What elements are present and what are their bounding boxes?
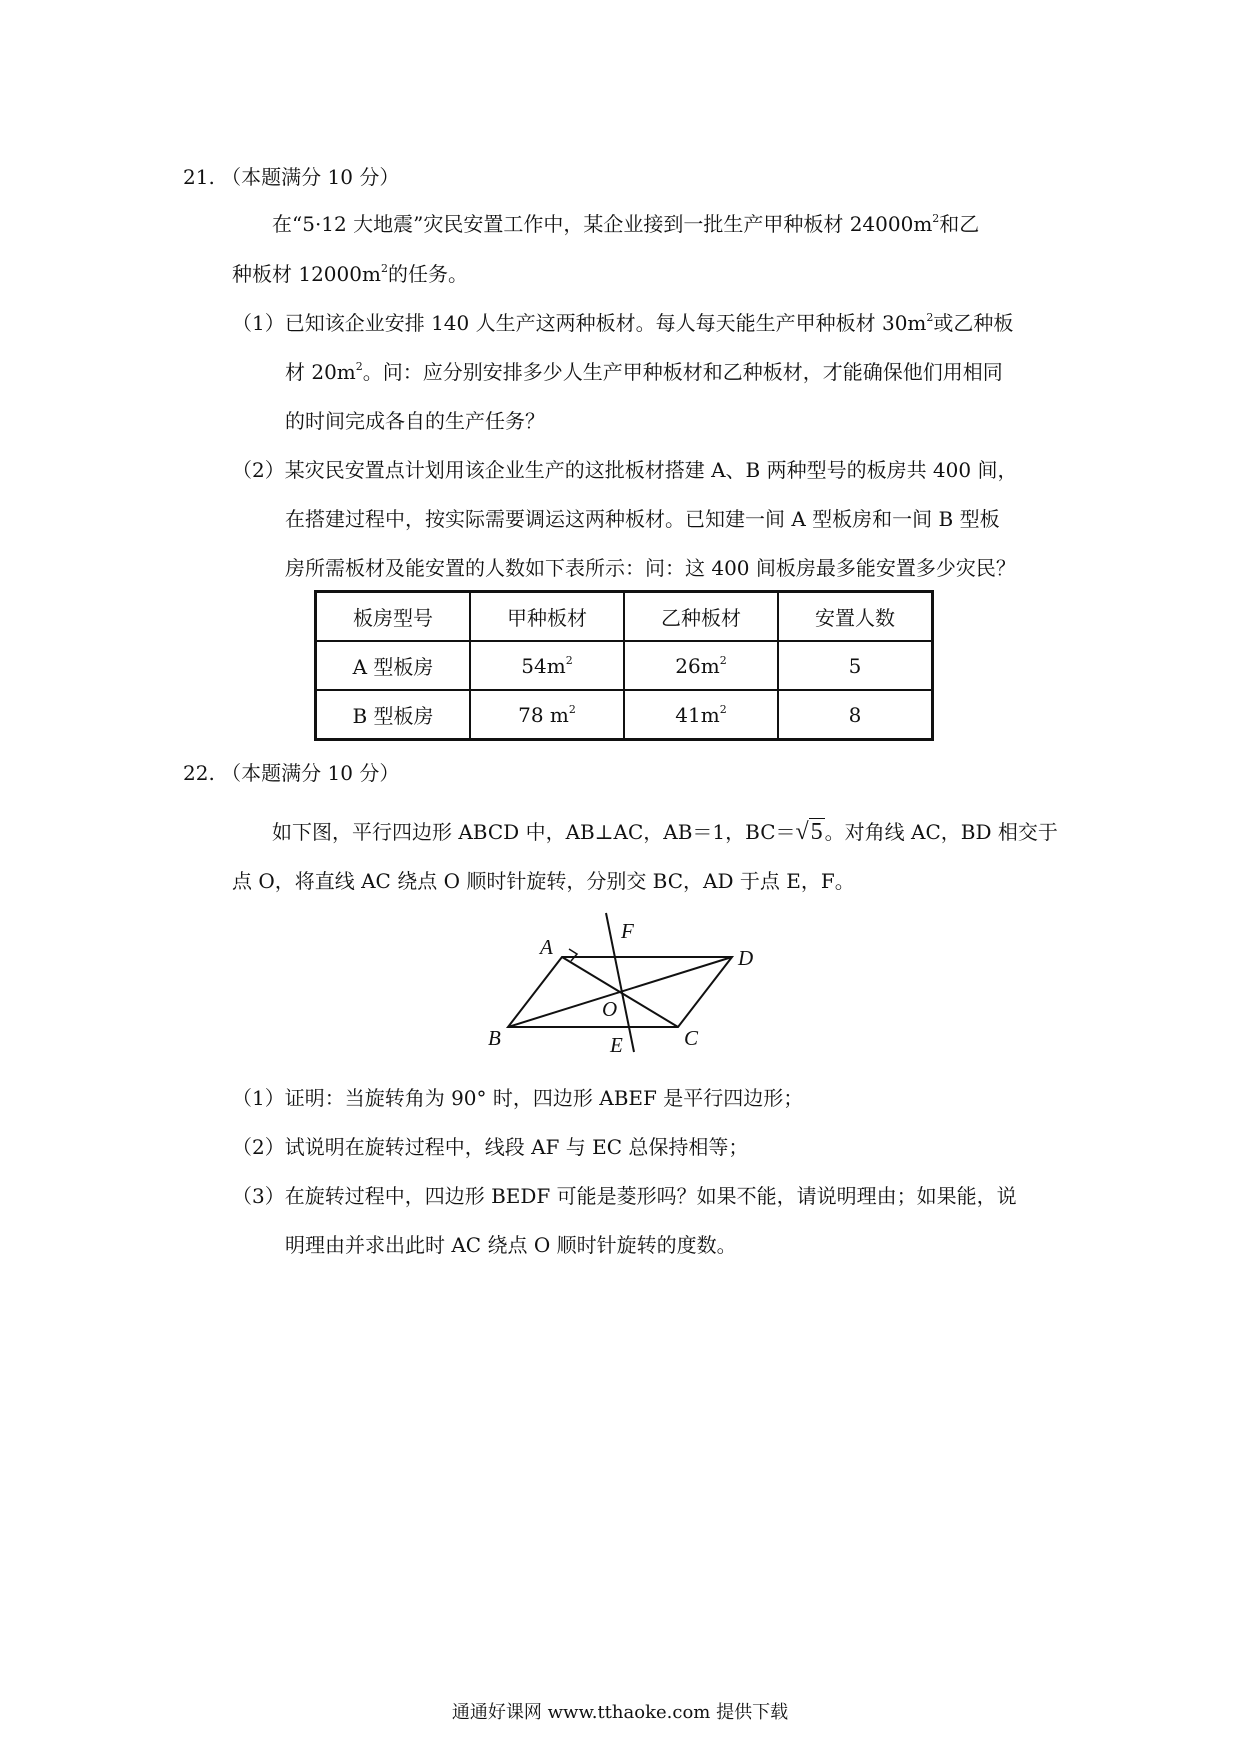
q22-header: 22. （本题满分 10 分） xyxy=(183,761,400,785)
label-b: B xyxy=(488,1026,501,1050)
table-cell-yi xyxy=(624,641,778,690)
table-row xyxy=(316,641,933,690)
q21-part1-line3: 的时间完成各自的生产任务？ xyxy=(285,409,545,433)
q22-intro-line1 xyxy=(272,818,1058,846)
table-row xyxy=(316,690,933,740)
diagonal-bd xyxy=(508,957,732,1027)
q21-part1-text-b: 或乙种板 xyxy=(933,311,1014,335)
cell-value: 54m xyxy=(521,653,566,678)
table-cell-type: A 型板房 xyxy=(316,641,471,690)
table-cell-yi xyxy=(624,690,778,740)
sqrt-expression: √5 xyxy=(795,819,823,845)
q21-intro-text-a: 在“5·12 大地震”灾民安置工作中，某企业接到一批生产甲种板材 24000m xyxy=(272,212,933,236)
table-cell-jia xyxy=(470,690,624,740)
superscript: 2 xyxy=(719,653,727,667)
label-e: E xyxy=(610,1033,623,1057)
q21-part2-line2: 在搭建过程中，按实际需要调运这两种板材。已知建一间 A 型板房和一间 B 型板 xyxy=(285,507,1000,531)
q21-part1-line2 xyxy=(285,358,1003,386)
q21-part2-line3: 房所需板材及能安置的人数如下表所示：问：这 400 间板房最多能安置多少灾民？ xyxy=(285,556,1016,580)
q21-intro-text-d: 的任务。 xyxy=(387,262,468,286)
cell-value: 78 m xyxy=(518,702,569,727)
label-d: D xyxy=(738,946,754,970)
cell-value: 41m xyxy=(675,702,720,727)
q22-intro-line2: 点 O，将直线 AC 绕点 O 顺时针旋转，分别交 BC，AD 于点 E，F。 xyxy=(232,869,855,893)
q22-intro-text-b: 。对角线 AC，BD 相交于 xyxy=(824,820,1058,844)
table-cell-type: B 型板房 xyxy=(316,690,471,740)
q21-part2-line1: （2）某灾民安置点计划用该企业生产的这批板材搭建 A、B 两种型号的板房共 400 间， xyxy=(232,458,1018,482)
cell-value: 26m xyxy=(675,653,720,678)
table-cell-people: 8 xyxy=(778,690,933,740)
q22-intro-text-a: 如下图，平行四边形 ABCD 中，AB⊥AC，AB＝1，BC＝ xyxy=(272,820,796,844)
q21-intro-text-b: 和乙 xyxy=(939,212,980,236)
table-header-cell: 安置人数 xyxy=(778,592,933,642)
table-cell-people: 5 xyxy=(778,641,933,690)
q21-header: 21. （本题满分 10 分） xyxy=(183,165,400,189)
board-house-table xyxy=(314,590,934,741)
q21-part1-text-a: （1）已知该企业安排 140 人生产这两种板材。每人每天能生产甲种板材 30m xyxy=(232,311,927,335)
sqrt-radicand: 5 xyxy=(810,819,823,845)
q21-intro-line1 xyxy=(272,210,979,238)
page-footer: 通通好课网 www.tthaoke.com 提供下载 xyxy=(451,1702,789,1723)
q22-sub3-line1: （3）在旋转过程中，四边形 BEDF 可能是菱形吗？如果不能，请说明理由；如果能，说 xyxy=(232,1184,1017,1208)
superscript: 2 xyxy=(719,702,727,716)
table-header-cell: 乙种板材 xyxy=(624,592,778,642)
right-angle-mark xyxy=(569,949,577,961)
table-header-cell: 甲种板材 xyxy=(470,592,624,642)
parallelogram-figure xyxy=(480,912,780,1062)
q22-sub1: （1）证明：当旋转角为 90° 时，四边形 ABEF 是平行四边形； xyxy=(232,1086,804,1110)
q21-intro-line2 xyxy=(232,260,468,288)
q22-sub3-line2: 明理由并求出此时 AC 绕点 O 顺时针旋转的度数。 xyxy=(285,1233,737,1257)
label-a: A xyxy=(540,935,553,959)
label-f: F xyxy=(621,919,634,943)
label-c: C xyxy=(684,1026,699,1050)
table-header-cell: 板房型号 xyxy=(316,592,471,642)
superscript: 2 xyxy=(932,212,940,225)
superscript: 2 xyxy=(565,653,573,667)
superscript: 2 xyxy=(568,702,576,716)
table-header-row xyxy=(316,592,933,642)
superscript: 2 xyxy=(926,311,934,324)
superscript: 2 xyxy=(355,360,363,373)
table-cell-jia xyxy=(470,641,624,690)
label-o: O xyxy=(602,997,618,1021)
q22-sub2: （2）试说明在旋转过程中，线段 AF 与 EC 总保持相等； xyxy=(232,1135,749,1159)
q21-part1-line1 xyxy=(232,309,1013,337)
q21-intro-text-c: 种板材 12000m xyxy=(232,262,381,286)
q21-part1-text-d: 。问：应分别安排多少人生产甲种板材和乙种板材，才能确保他们用相同 xyxy=(362,360,1003,384)
superscript: 2 xyxy=(380,262,388,275)
q21-part1-text-c: 材 20m xyxy=(285,360,356,384)
